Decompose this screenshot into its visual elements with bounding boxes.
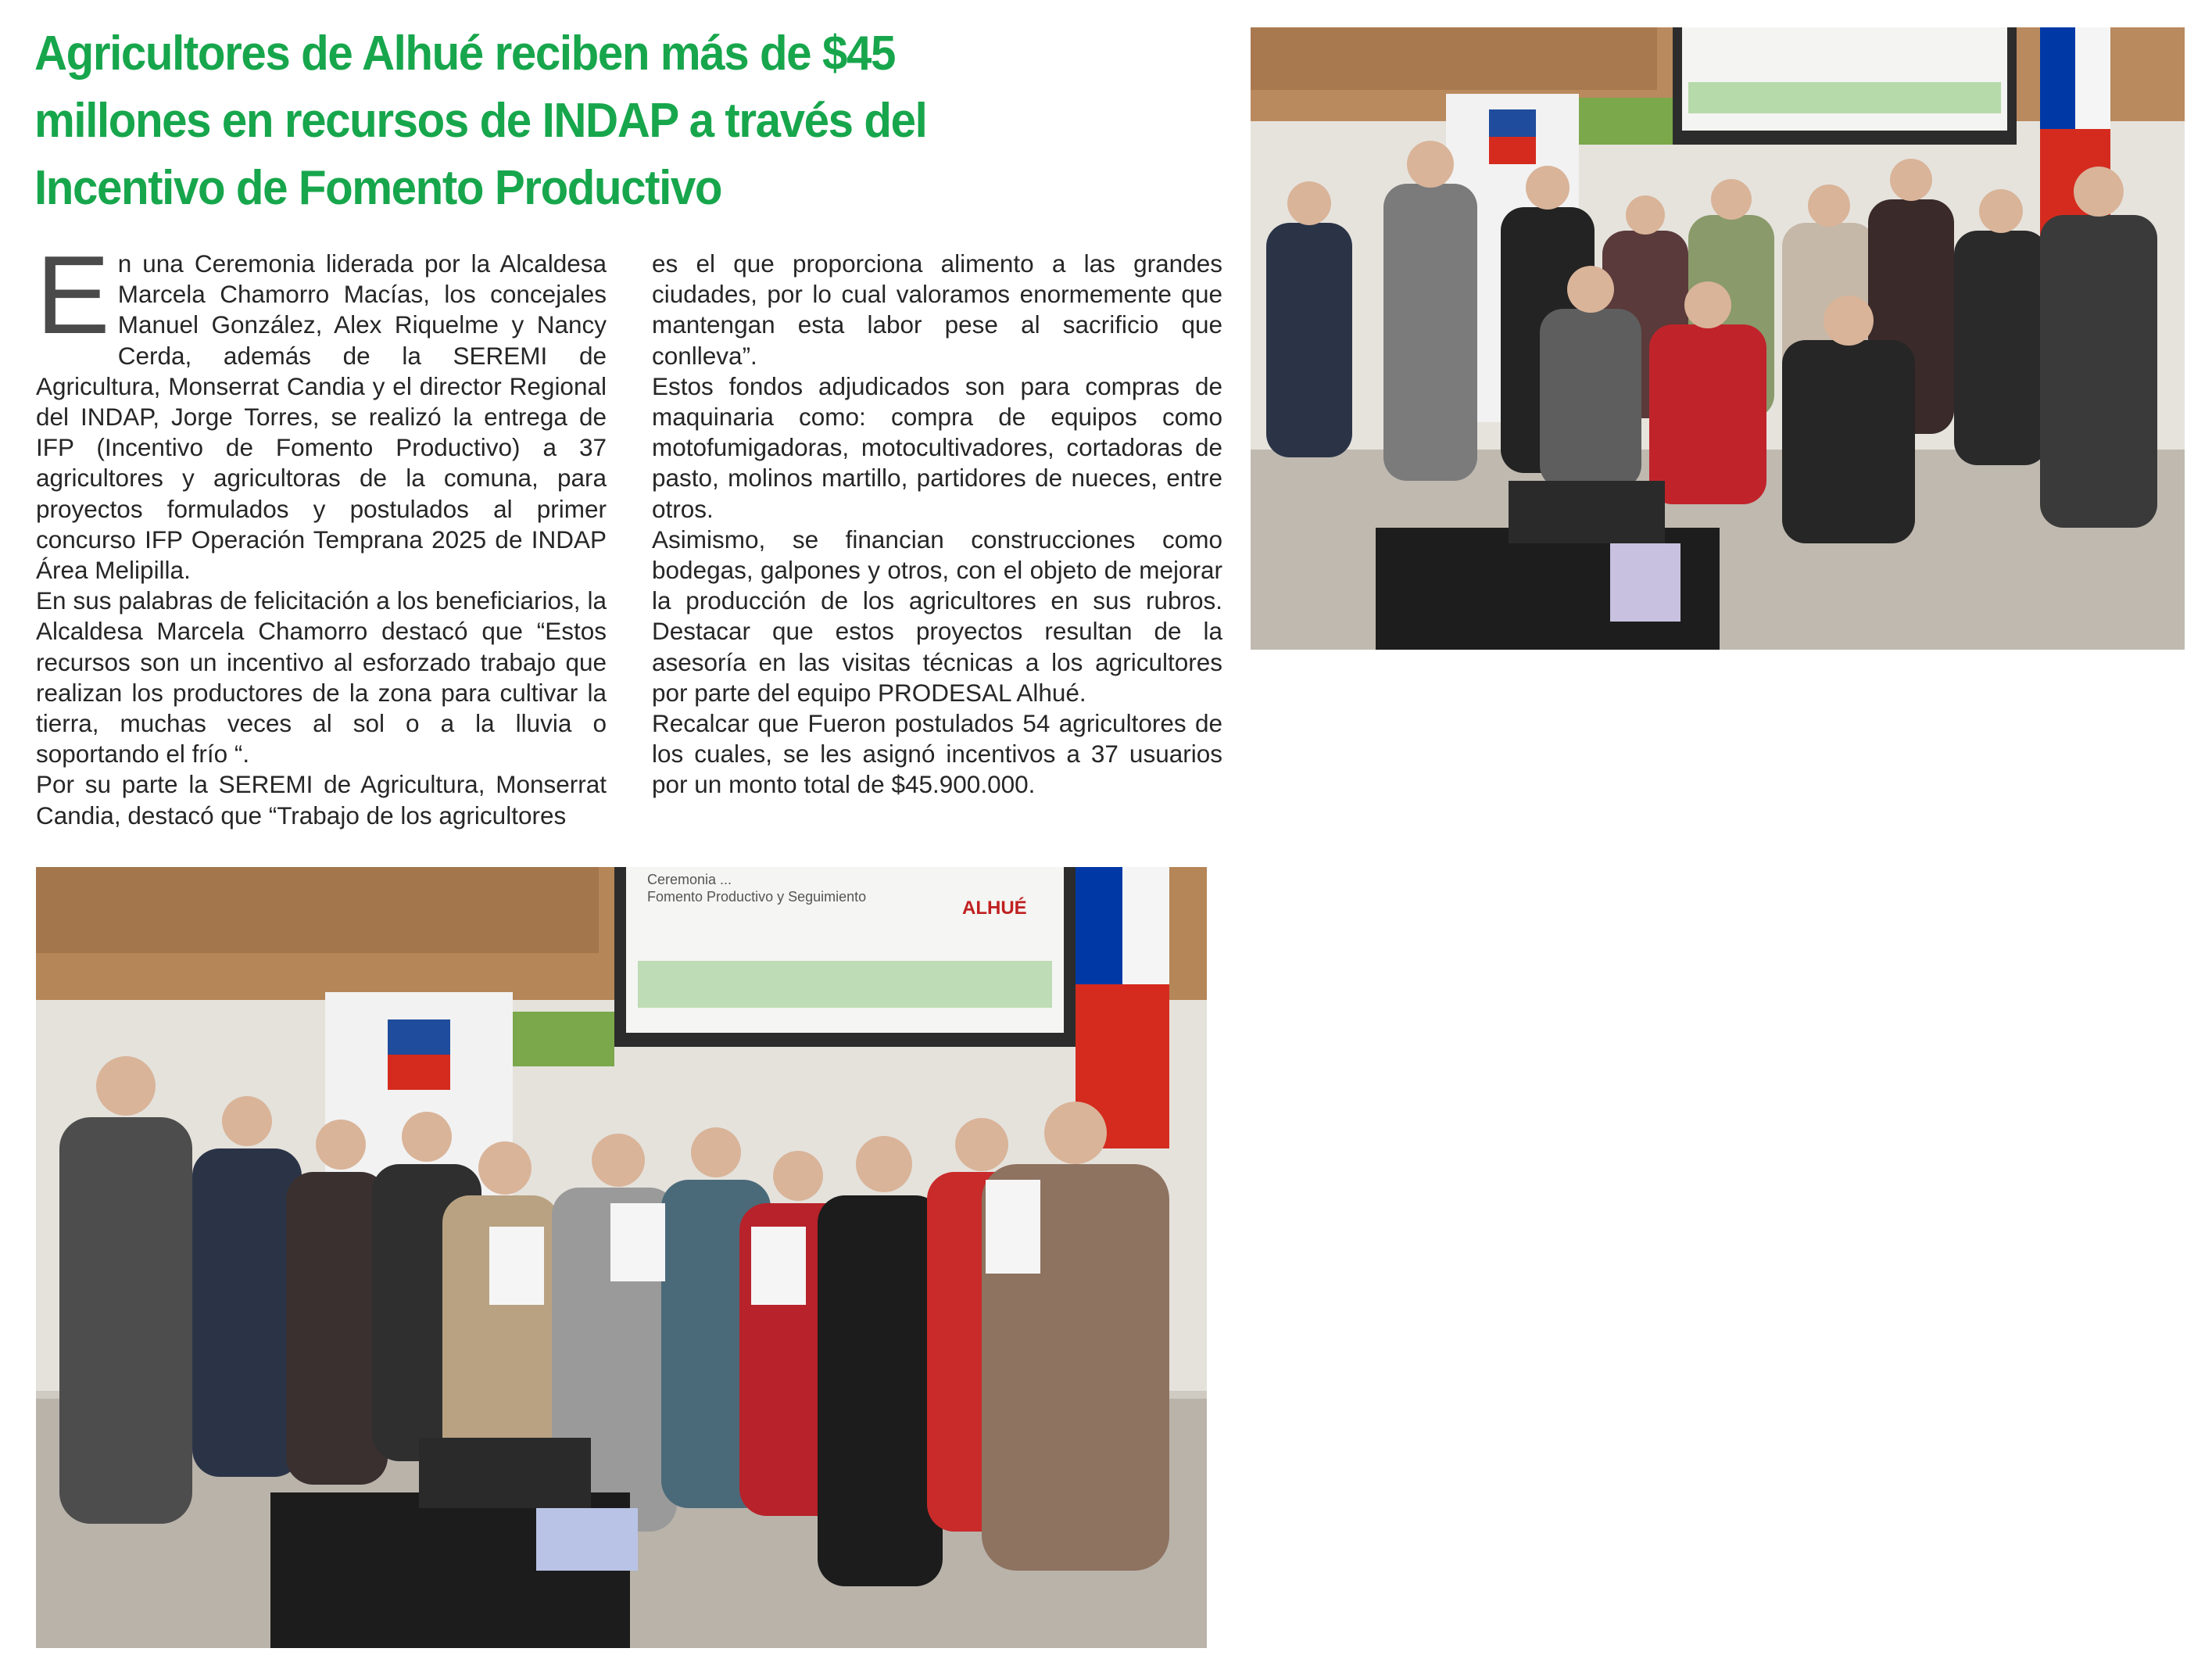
paragraph: Estos fondos adjudicados son para compras de maquinaria como: compra de equipos como motofumigadoras, motocultivadores, cortadoras de pasto, molinos martillo, partidores de nueces, entre otros. bbox=[652, 371, 1222, 523]
screen-text-line: Ceremonia ... bbox=[647, 872, 732, 887]
paragraph: Recalcar que Fueron postulados 54 agricultores de los cuales, se les asignó incentivos a 37 usuarios por un monto total de $45.900.000. bbox=[652, 709, 1222, 799]
paragraph: es el que proporciona alimento a las grandes ciudades, por lo cual valoramos enormemente que mantengan esta labor pese al sacrificio que conlleva”. bbox=[652, 249, 1222, 370]
article-column-1 bbox=[36, 233, 607, 831]
screen-logo-text: ALHUÉ bbox=[962, 898, 1027, 919]
paragraph: Asimismo, se financian construcciones como bodegas, galpones y otros, con el objeto de mejorar la producción de los agricultores en sus rubros. Destacar que estos proyectos resultan de la asesoría en las visitas técnicas a los agricultores por parte del equipo PRODESAL Alhué. bbox=[652, 525, 1222, 707]
article-headline: Agricultores de Alhué reciben más de $45 millones en recursos de INDAP a través del Incentivo de Fomento Productivo bbox=[34, 27, 927, 215]
drop-cap: E bbox=[36, 233, 110, 357]
article-column-2 bbox=[652, 249, 1222, 801]
paragraph: En sus palabras de felicitación a los beneficiarios, la Alcaldesa Marcela Chamorro destacó que “Estos recursos son un incentivo al esforzado trabajo que realizan los productores de la zona para cultivar la tierra, muchas veces al sol o a la lluvia o soportando el frío “. bbox=[36, 586, 607, 769]
paragraph: Por su parte la SEREMI de Agricultura, Monserrat Candia, destacó que “Trabajo de los agricultores bbox=[36, 770, 607, 830]
ceremony-photo-1 bbox=[1251, 27, 2185, 650]
ceremony-photo-2 bbox=[36, 867, 1207, 1648]
paragraph: n una Ceremonia liderada por la Alcaldesa Marcela Chamorro Macías, los concejales Manuel González, Alex Riquelme y Nancy Cerda, además de la SEREMI de Agricultura, Monserrat Candia y el director Regional del INDAP, Jorge Torres, se realizó la entrega de IFP (Incentivo de Fomento Productivo) a 37 agricultores y agricultoras de la comuna, para proyectos formulados y postulados al primer concurso IFP Operación Temprana 2025 de INDAP Área Melipilla. bbox=[36, 249, 607, 585]
screen-text-line: Fomento Productivo y Seguimiento bbox=[647, 889, 867, 905]
